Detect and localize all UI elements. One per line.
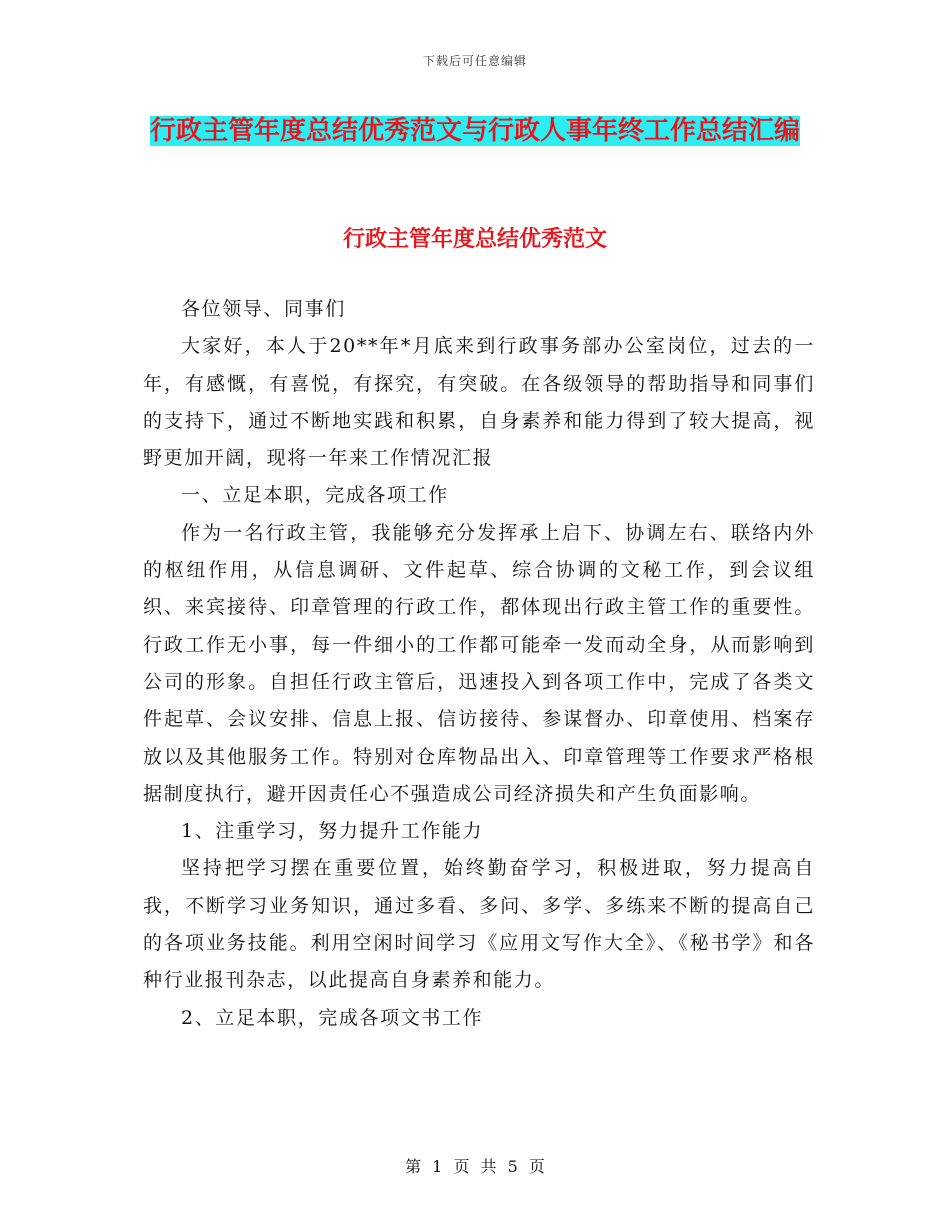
header-note: 下载后可任意编辑 bbox=[422, 54, 527, 68]
document-body bbox=[143, 291, 815, 1037]
heading-item-2: 2、立足本职，完成各项文书工作 bbox=[181, 1006, 484, 1029]
paragraph-learning: 坚持把学习摆在重要位置，始终勤奋学习，积极进取，努力提高自我，不断学习业务知识，通过多看、多问、多学、多练来不断的提高自己的各项业务技能。利用空闲时间学习《应用文写作大全》、《秘书学》和各种行业报刊杂志，以此提高自身素养和能力。 bbox=[143, 857, 815, 992]
section-title: 行政主管年度总结优秀范文 bbox=[342, 227, 607, 252]
document-title bbox=[140, 110, 810, 152]
page-number-footer: 第 1 页 共 5 页 bbox=[405, 1157, 545, 1176]
document-title-text: 行政主管年度总结优秀范文与行政人事年终工作总结汇编 bbox=[149, 116, 800, 146]
heading-section-1: 一、立足本职，完成各项工作 bbox=[181, 484, 449, 507]
heading-item-1: 1、注重学习，努力提升工作能力 bbox=[181, 820, 484, 843]
paragraph-intro: 大家好，本人于20**年*月底来到行政事务部办公室岗位，过去的一年，有感慨，有喜悦，有探究，有突破。在各级领导的帮助指导和同事们的支持下，通过不断地实践和积累，自身素养和能力得到了较大提高，视野更加开阔，现将一年来工作情况汇报 bbox=[143, 335, 815, 470]
paragraph-role: 作为一名行政主管，我能够充分发挥承上启下、协调左右、联络内外的枢纽作用，从信息调研、文件起草、综合协调的文秘工作，到会议组织、来宾接待、印章管理的行政工作，都体现出行政主管工作的重要性。行政工作无小事，每一件细小的工作都可能牵一发而动全身，从而影响到公司的形象。自担任行政主管后，迅速投入到各项工作中，完成了各类文件起草、会议安排、信息上报、信访接待、参谋督办、印章使用、档案存放以及其他服务工作。特别对仓库物品出入、印章管理等工作要求严格根据制度执行，避开因责任心不强造成公司经济损失和产生负面影响。 bbox=[143, 521, 815, 805]
paragraph-salutation: 各位领导、同事们 bbox=[181, 298, 346, 320]
